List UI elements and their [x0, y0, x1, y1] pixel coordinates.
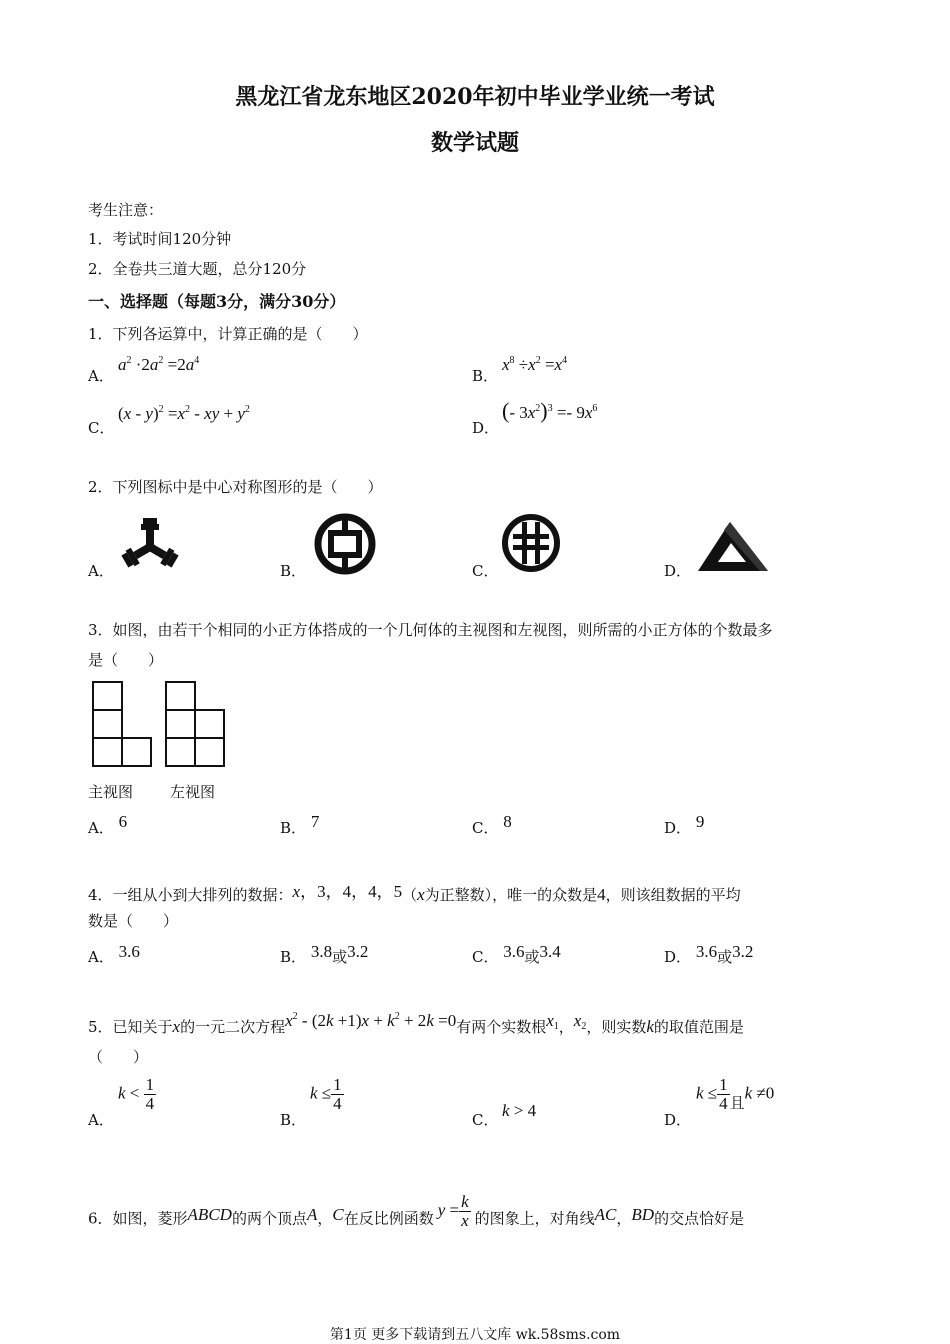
q5-c-formula: k > 4: [502, 1101, 537, 1120]
option-label: B．: [472, 367, 499, 385]
q1-c-formula: $(x - y)^2 =x^2$ - xy + $y^2$: [118, 404, 250, 423]
q1-b-formula: $x^8 \div x^2 =x^4$: [502, 355, 568, 374]
option-label: C．: [472, 819, 499, 837]
q2-option-d[interactable]: [664, 560, 691, 581]
figure-caption: 左视图: [170, 783, 216, 801]
option-value: 7: [310, 812, 320, 831]
q5-d-formula: k ≤ $\frac{1}{4}$ 且k ≠0: [696, 1075, 775, 1113]
q5-a-formula: k < $\frac{1}{4}$: [118, 1075, 155, 1113]
section-heading: 一、选择题（每题3分，满分30分）: [88, 292, 346, 311]
option-label: D．: [664, 819, 692, 837]
q1-a-formula: $a^2 \cdot 2a^2 =2a^4$: [118, 355, 200, 374]
option-value: 6: [118, 812, 128, 831]
logo-b-icon: [313, 512, 377, 576]
option-label: C．: [472, 948, 499, 966]
front-view-figure: [90, 680, 154, 770]
logo-a-icon: [118, 515, 182, 571]
q3-stem: 3．如图，由若干个相同的小正方体搭成的一个几何体的主视图和左视图，则所需的小正方体的个数最多: [88, 621, 773, 639]
logo-d-icon: [694, 519, 772, 575]
q5-b-formula: k ≤ $\frac{1}{4}$: [310, 1075, 342, 1113]
notice-heading: 考生注意：: [88, 201, 164, 219]
logo-c-icon: [500, 512, 562, 574]
q4-stem: 数是（ ）: [88, 912, 179, 930]
q5-option-b[interactable]: [280, 1109, 306, 1130]
option-label: C．: [472, 562, 499, 580]
option-label: D．: [472, 419, 500, 437]
option-label: A．: [88, 1111, 114, 1129]
q3-stem: 是（ ）: [88, 651, 164, 669]
option-value: 9: [695, 812, 705, 831]
option-label: D．: [664, 948, 692, 966]
page-title: 黑龙江省龙东地区2020年初中毕业学业统一考试: [235, 84, 715, 110]
q2-option-b[interactable]: [280, 560, 306, 581]
option-label: A．: [88, 367, 114, 385]
q5-stem: 5．已知关于x的一元二次方程$x^2 - (2k +1)x + k^2 + 2k =0$有两个实数根$x_1$，$x_2$，则实数k的取值范围是: [88, 1011, 744, 1036]
option-label: D．: [664, 1111, 692, 1129]
option-label: A．: [88, 948, 114, 966]
page-subtitle: 数学试题: [430, 130, 519, 156]
notice-item: 1．考试时间120分钟: [88, 230, 232, 248]
q5-option-a[interactable]: [88, 1109, 114, 1130]
q1-option-c[interactable]: [88, 417, 114, 438]
option-label: B．: [280, 1111, 307, 1129]
q5-stem: （ ）: [88, 1048, 149, 1066]
q5-option-c[interactable]: [472, 1109, 498, 1130]
q1-option-a[interactable]: [88, 365, 114, 386]
q2-option-a[interactable]: [88, 560, 114, 581]
q4-option-c[interactable]: C． 3.6或3.4: [472, 942, 561, 966]
q3-option-d[interactable]: [664, 812, 705, 838]
q2-option-c[interactable]: [472, 560, 498, 581]
option-label: B．: [280, 562, 307, 580]
q3-option-b[interactable]: [280, 812, 320, 838]
option-label: D．: [664, 562, 692, 580]
option-label: B．: [280, 819, 307, 837]
option-label: C．: [472, 1111, 499, 1129]
figure-caption: 主视图: [88, 783, 134, 801]
option-value: 8: [503, 812, 512, 831]
q4-option-a[interactable]: A． 3.6: [88, 942, 140, 966]
q2-stem: 2．下列图标中是中心对称图形的是（ ）: [88, 478, 383, 496]
notice-item: 2．全卷共三道大题，总分120分: [88, 260, 307, 278]
q4-option-d[interactable]: D． 3.6或3.2: [664, 942, 754, 966]
q1-stem: 1．下列各运算中，计算正确的是（ ）: [88, 325, 368, 343]
q6-stem: 6．如图，菱形ABCD的两个顶点A，C在反比例函数 y = $\frac{k}{x}$ 的图象上，对角线AC，BD的交点恰好是: [88, 1192, 745, 1230]
q5-option-d[interactable]: [664, 1109, 691, 1130]
option-label: A．: [88, 819, 114, 837]
q3-option-a[interactable]: [88, 812, 128, 838]
q4-stem: 4．一组从小到大排列的数据：x，3，4，4，5（x为正整数），唯一的众数是4，则该组数据的平均: [88, 882, 741, 904]
option-label: A．: [88, 562, 114, 580]
q4-option-b[interactable]: B． 3.8或3.2: [280, 942, 369, 966]
q1-option-d[interactable]: [472, 417, 499, 438]
page-footer: 第1页 更多下载请到五八文库 wk.58sms.com: [329, 1327, 621, 1343]
q3-option-c[interactable]: [472, 812, 512, 838]
option-label: B．: [280, 948, 307, 966]
q1-option-b[interactable]: [472, 365, 498, 386]
option-label: C．: [88, 419, 115, 437]
q1-d-formula: (- $3x^2)^3 =- 9x^6$: [502, 398, 598, 423]
left-view-figure: [163, 680, 227, 770]
